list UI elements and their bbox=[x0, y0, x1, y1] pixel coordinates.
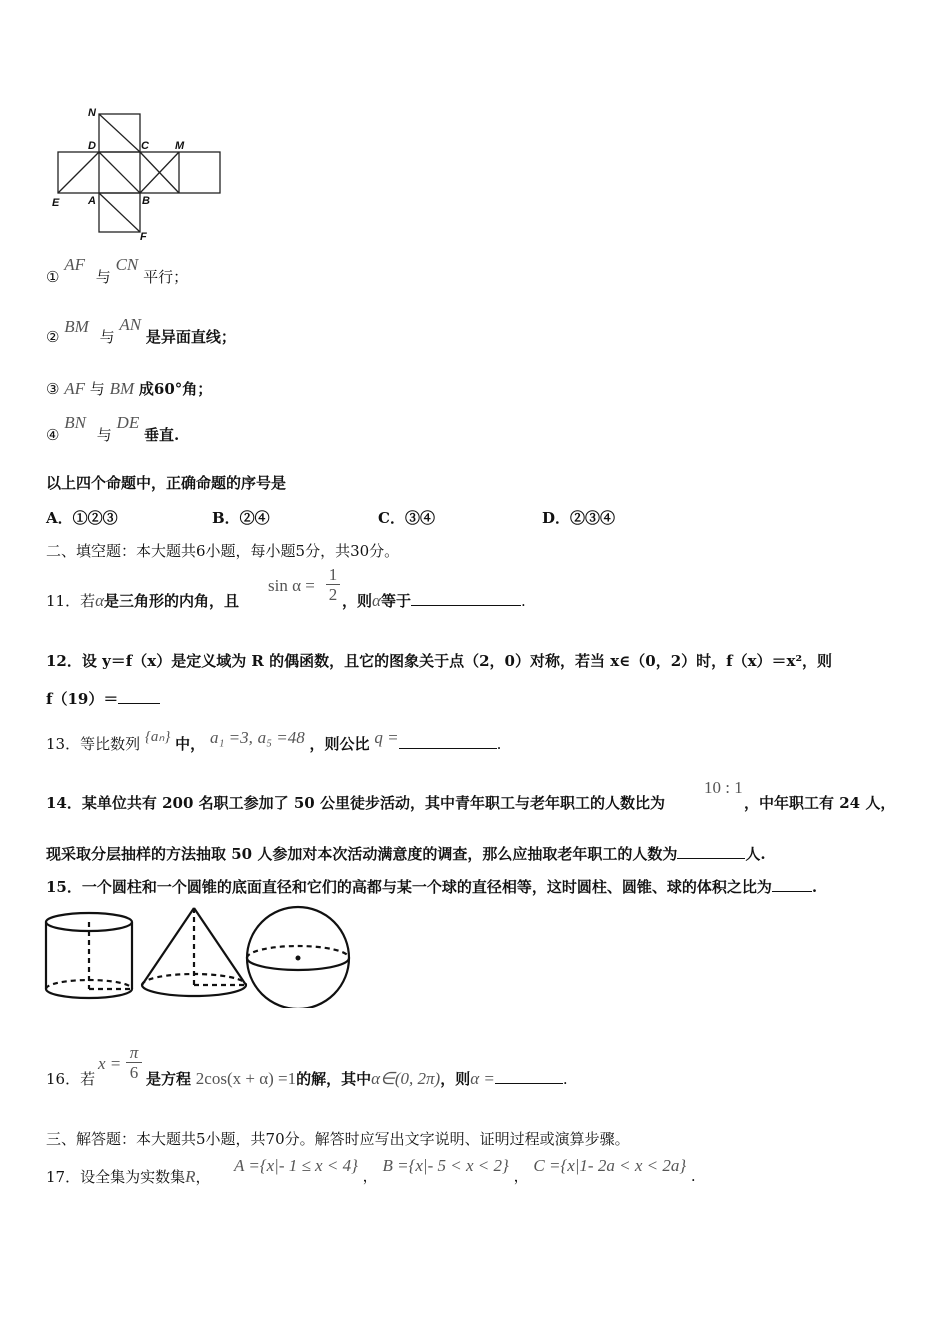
label-M: M bbox=[175, 140, 185, 152]
q11-equation: sin α = bbox=[268, 576, 315, 595]
cube-net-figure bbox=[48, 106, 228, 246]
q10-option-c: C．③④ bbox=[378, 509, 435, 527]
question-13: 13．等比数列 {aₙ} 中， a₁ =3, a₅ =48 ，则公比 q = . bbox=[46, 728, 502, 753]
question-14-line1: 14．某单位共有 200 名职工参加了 50 公里徒步活动，其中青年职工与老年职工的人数比为 bbox=[46, 794, 665, 812]
label-E: E bbox=[52, 197, 60, 209]
q10-option-d: D．②③④ bbox=[542, 509, 616, 527]
proposition-3: ③ AF 与 BM 成60°角； bbox=[46, 379, 213, 398]
q14-line1-end: ，中年职工有 24 人， bbox=[744, 794, 896, 812]
q16-fraction: π 6 bbox=[126, 1044, 142, 1083]
q11-tail: ，则α等于 . bbox=[342, 591, 526, 610]
solids-figure bbox=[42, 904, 354, 1008]
label-C: C bbox=[141, 140, 149, 152]
proposition-2: ② BM 与 AN 是异面直线； bbox=[46, 315, 236, 346]
q17-sets: A ={x|- 1 ≤ x < 4} ， B ={x|- 5 < x < 2} ， C ={x|1- 2a < x < 2a} . bbox=[234, 1156, 696, 1185]
label-D: D bbox=[88, 140, 96, 152]
question-12-line1: 12．设 y＝f（x）是定义域为 R 的偶函数，且它的图象关于点（2，0）对称，若当 x∈（0，2）时，f（x）＝x²，则 bbox=[46, 652, 833, 670]
q10-prompt: 以上四个命题中，正确命题的序号是 bbox=[46, 474, 287, 492]
q10-option-a: A．①②③ bbox=[46, 509, 118, 527]
q11-fraction: 1 2 bbox=[326, 566, 340, 605]
question-15: 15．一个圆柱和一个圆锥的底面直径和它们的高都与某一个球的直径相等，这时圆柱、圆锥、球的体积之比为 . bbox=[46, 878, 818, 896]
label-B: B bbox=[142, 195, 150, 207]
label-N: N bbox=[88, 107, 96, 119]
q16-tail: 是方程 2cos(x + α) =1的解，其中α∈(0, 2π)，则α = . bbox=[146, 1069, 568, 1088]
question-16: 16．若 bbox=[46, 1070, 96, 1088]
section-3-heading: 三、解答题：本大题共5小题，共70分。解答时应写出文字说明、证明过程或演算步骤。 bbox=[46, 1130, 630, 1148]
question-17: 17．设全集为实数集R， bbox=[46, 1167, 211, 1186]
section-2-heading: 二、填空题：本大题共6小题，每小题5分，共30分。 bbox=[46, 542, 400, 560]
label-F: F bbox=[140, 231, 147, 243]
label-A: A bbox=[88, 195, 96, 207]
q10-option-b: B．②④ bbox=[212, 509, 270, 527]
proposition-4: ④ BN 与 DE 垂直. bbox=[46, 413, 180, 444]
q14-ratio: 10 : 1 bbox=[704, 778, 743, 797]
question-14-line2: 现采取分层抽样的方法抽取 50 人参加对本次活动满意度的调查，那么应抽取老年职工的人数为 人. bbox=[46, 845, 766, 863]
proposition-1: ① AF 与 CN 平行； bbox=[46, 255, 189, 286]
q16-x: x = bbox=[98, 1054, 122, 1073]
question-11: 11．若α是三角形的内角，且 bbox=[46, 591, 240, 610]
question-12-line2: f（19）＝ bbox=[46, 688, 160, 709]
